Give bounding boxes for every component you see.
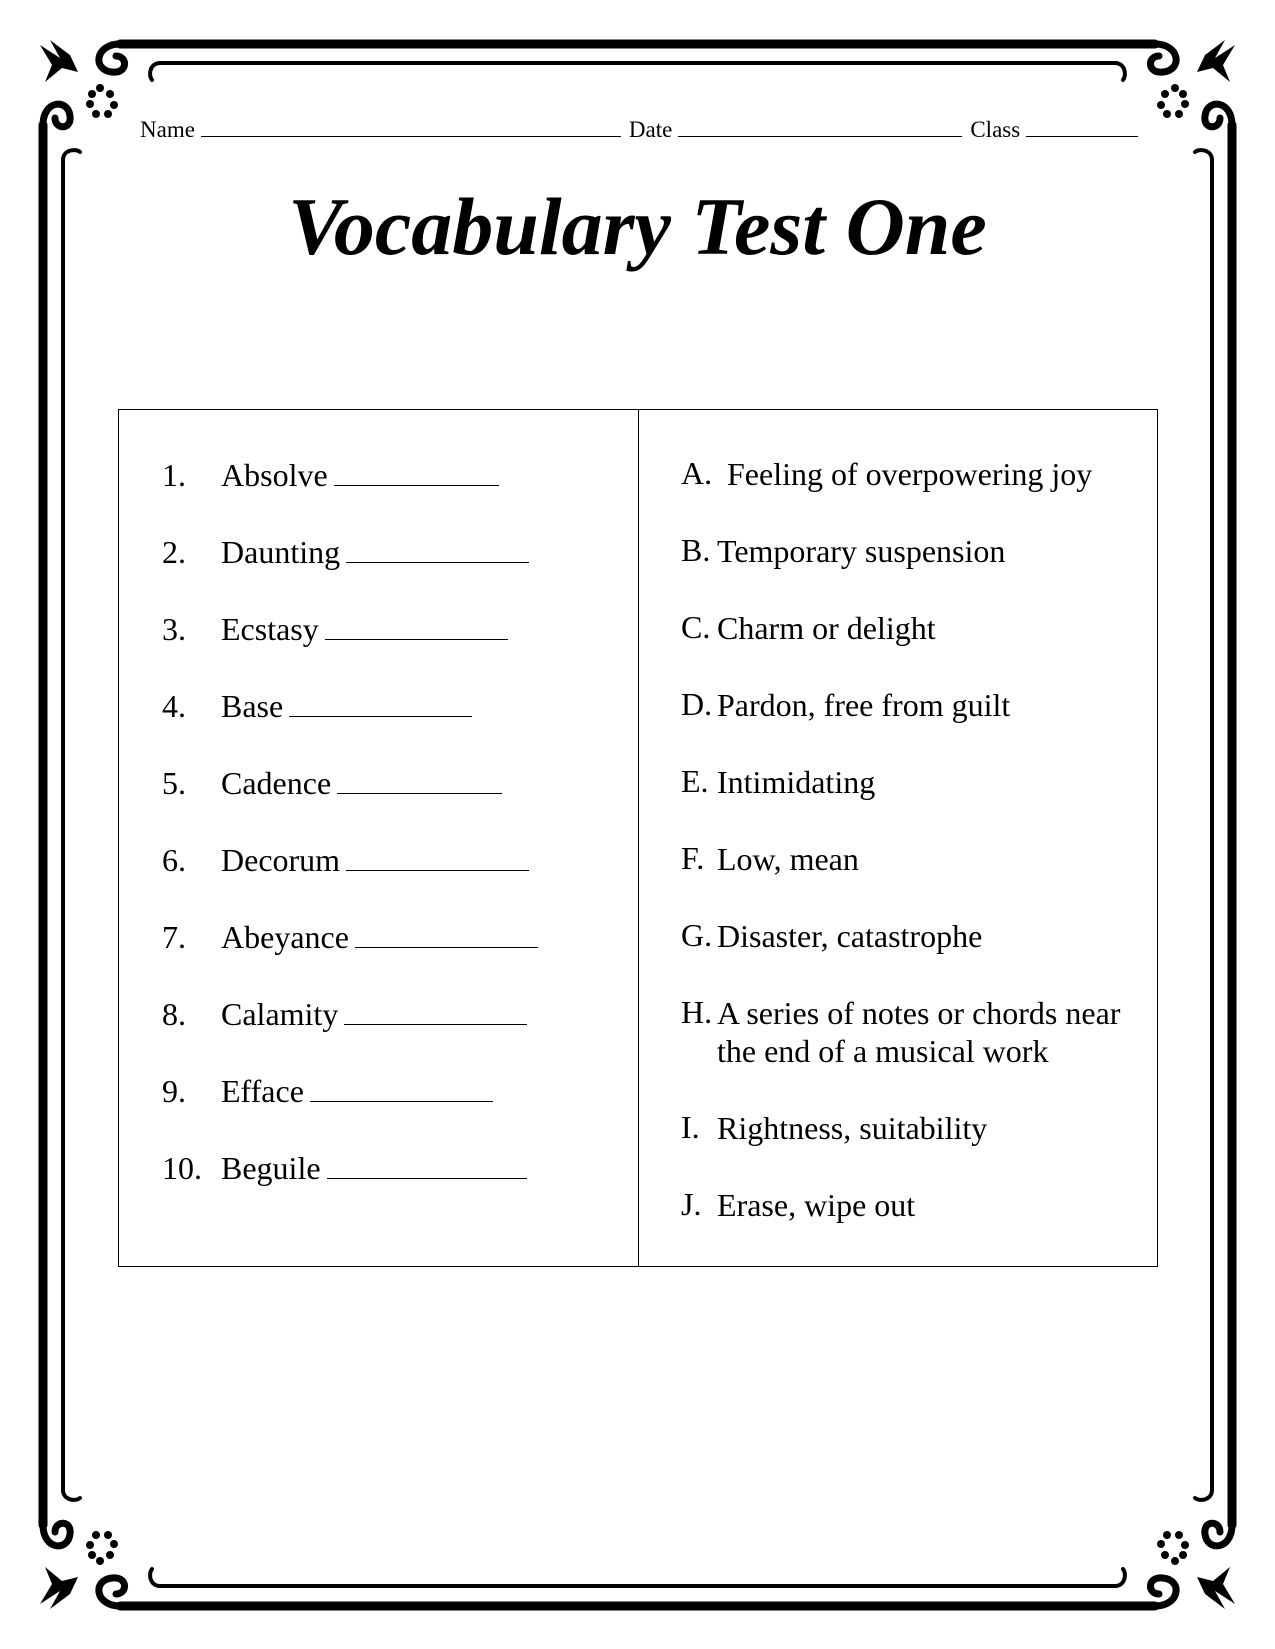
definition-item xyxy=(681,1109,1151,1147)
term-word: Calamity xyxy=(221,996,339,1032)
definition-item xyxy=(681,609,1151,647)
answer-blank[interactable] xyxy=(344,998,527,1025)
definition-item xyxy=(681,917,1151,955)
definition-item xyxy=(681,994,1151,1070)
definitions-column xyxy=(639,410,1157,1266)
class-blank[interactable] xyxy=(1026,118,1138,137)
definition-text: Feeling of overpowering joy xyxy=(727,456,1093,492)
definition-letter: E. xyxy=(681,763,709,799)
term-number: 6. xyxy=(162,842,186,878)
answer-blank[interactable] xyxy=(310,1075,493,1102)
term-number: 3. xyxy=(162,611,186,647)
definition-item xyxy=(681,763,1151,801)
term-number: 4. xyxy=(162,688,186,724)
term-word: Absolve xyxy=(221,457,328,493)
term-item xyxy=(162,457,499,494)
definition-letter: G. xyxy=(681,917,713,953)
term-number: 9. xyxy=(162,1073,186,1109)
class-label: Class xyxy=(970,117,1021,142)
date-blank[interactable] xyxy=(678,118,962,137)
header-line xyxy=(140,117,1160,143)
definition-text: A series of notes or chords near the end of a musical work xyxy=(717,995,1121,1069)
definition-text: Erase, wipe out xyxy=(717,1187,916,1223)
definition-letter: J. xyxy=(681,1186,702,1222)
definition-letter: H. xyxy=(681,994,713,1030)
definition-text: Disaster, catastrophe xyxy=(717,918,983,954)
term-item xyxy=(162,1150,527,1187)
term-word: Cadence xyxy=(221,765,332,801)
answer-blank[interactable] xyxy=(325,613,508,640)
answer-blank[interactable] xyxy=(289,690,472,717)
definition-letter: F. xyxy=(681,840,705,876)
answer-blank[interactable] xyxy=(327,1152,527,1179)
definition-text: Charm or delight xyxy=(717,610,936,646)
definition-item xyxy=(681,1186,1151,1224)
name-label: Name xyxy=(140,117,195,142)
term-item xyxy=(162,611,508,648)
page-title: Vocabulary Test One xyxy=(288,181,987,272)
answer-blank[interactable] xyxy=(334,459,499,486)
definition-letter: D. xyxy=(681,686,713,722)
definition-item xyxy=(681,686,1151,724)
term-number: 5. xyxy=(162,765,186,801)
term-item xyxy=(162,842,529,879)
term-item xyxy=(162,1073,493,1110)
terms-column xyxy=(119,410,639,1266)
definition-text: Intimidating xyxy=(717,764,876,800)
term-item xyxy=(162,534,529,571)
definition-letter: C. xyxy=(681,609,711,645)
term-word: Abeyance xyxy=(221,919,349,955)
term-item xyxy=(162,688,472,725)
term-number: 2. xyxy=(162,534,186,570)
term-word: Decorum xyxy=(221,842,341,878)
term-number: 1. xyxy=(162,457,186,493)
date-label: Date xyxy=(628,117,673,142)
term-number: 10. xyxy=(162,1150,202,1186)
answer-blank[interactable] xyxy=(346,536,529,563)
term-item xyxy=(162,996,527,1033)
definition-text: Rightness, suitability xyxy=(717,1110,988,1146)
definition-item xyxy=(681,455,1151,493)
definition-item xyxy=(681,840,1151,878)
term-word: Ecstasy xyxy=(221,611,319,647)
name-blank[interactable] xyxy=(201,118,621,137)
definition-text: Low, mean xyxy=(717,841,859,877)
definition-letter: B. xyxy=(681,532,711,568)
term-word: Efface xyxy=(221,1073,304,1109)
term-word: Base xyxy=(221,688,284,724)
matching-table xyxy=(118,409,1158,1267)
definition-text: Temporary suspension xyxy=(717,533,1006,569)
definition-text: Pardon, free from guilt xyxy=(717,687,1011,723)
term-word: Beguile xyxy=(221,1150,321,1186)
term-number: 7. xyxy=(162,919,186,955)
term-item xyxy=(162,765,502,802)
term-word: Daunting xyxy=(221,534,341,570)
answer-blank[interactable] xyxy=(346,844,529,871)
answer-blank[interactable] xyxy=(355,921,538,948)
answer-blank[interactable] xyxy=(337,767,502,794)
definition-letter: I. xyxy=(681,1109,700,1145)
term-item xyxy=(162,919,538,956)
term-number: 8. xyxy=(162,996,186,1032)
definition-letter: A. xyxy=(681,455,713,491)
definition-item xyxy=(681,532,1151,570)
